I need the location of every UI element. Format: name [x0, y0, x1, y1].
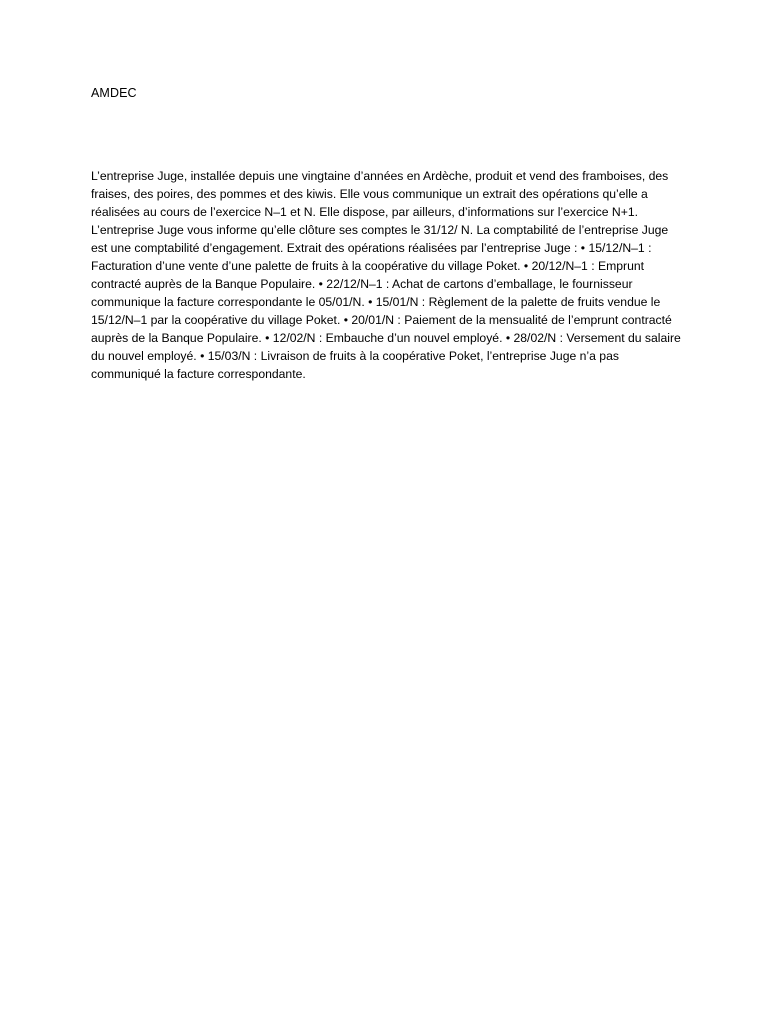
document-title: AMDEC	[91, 86, 137, 100]
document-body-paragraph: L’entreprise Juge, installée depuis une vingtaine d’années en Ardèche, produit et vend des framboises, des fraises, des poires, des pommes et des kiwis. Elle vous communique un extrait des opérations qu’elle a réalisées au cours de l’exercice N–1 et N. Elle dispose, par ailleurs, d’informations sur l’exercice N+1. L’entreprise Juge vous informe qu’elle clôture ses comptes le 31/12/ N. La comptabilité de l’entreprise Juge est une comptabilité d’engagement. Extrait des opérations réalisées par l’entreprise Juge : • 15/12/N–1 : Facturation d’une vente d’une palette de fruits à la coopérative du village Poket. • 20/12/N–1 : Emprunt contracté auprès de la Banque Populaire. • 22/12/N–1 : Achat de cartons d’emballage, le fournisseur communique la facture correspondante le 05/01/N. • 15/01/N : Règlement de la palette de fruits vendue le 15/12/N–1 par la coopérative du village Poket. • 20/01/N : Paiement de la mensualité de l’emprunt contracté auprès de la Banque Populaire. • 12/02/N : Embauche d’un nouvel employé. • 28/02/N : Versement du salaire du nouvel employé. • 15/03/N : Livraison de fruits à la coopérative Poket, l’entreprise Juge n’a pas communiqué la facture correspondante.	[91, 169, 681, 381]
